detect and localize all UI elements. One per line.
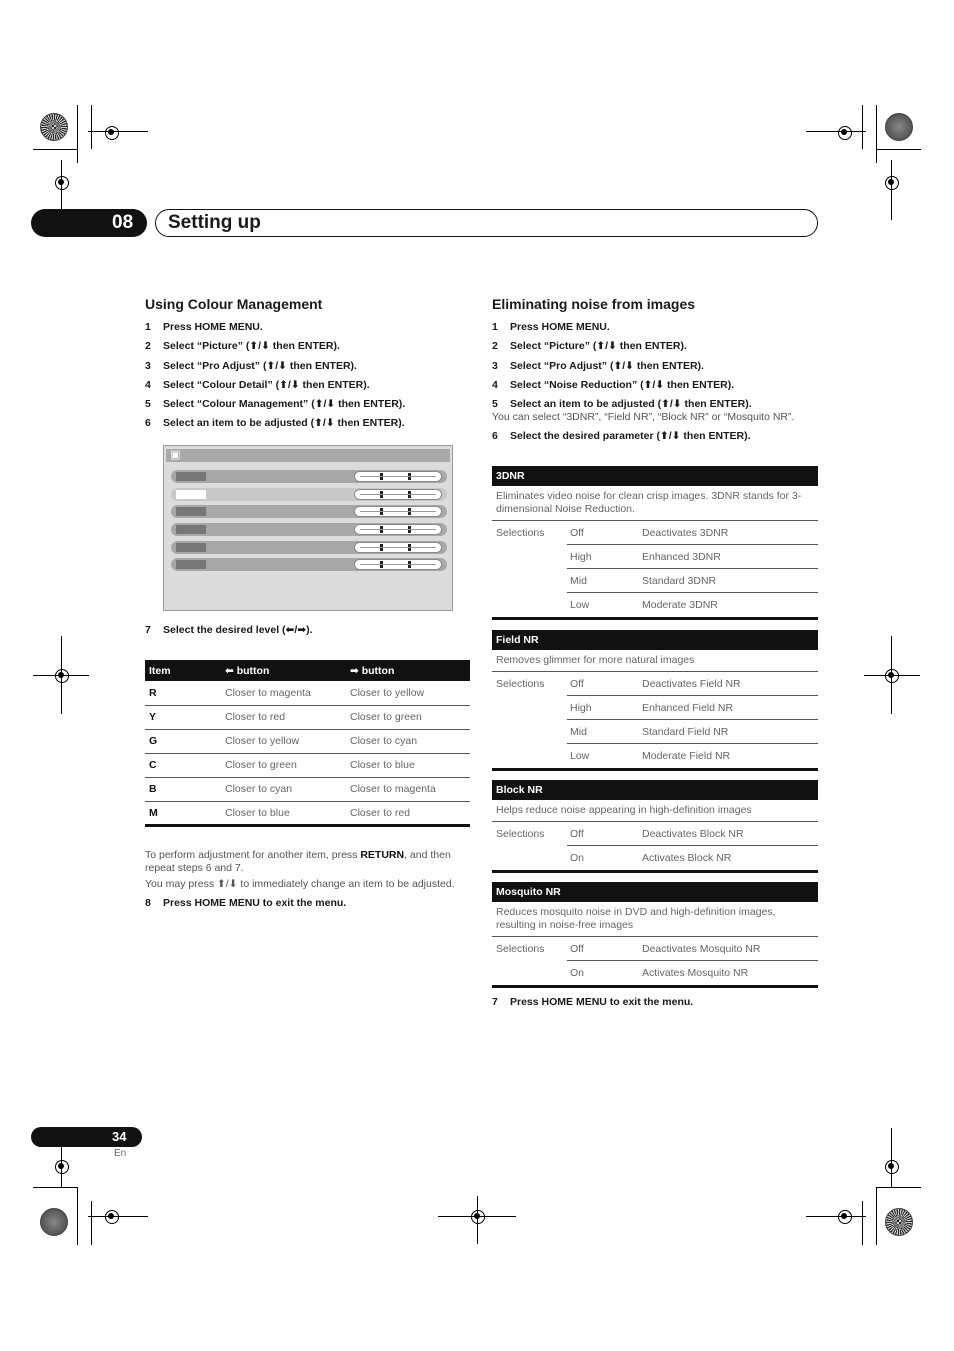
table-row: On Activates Mosquito NR xyxy=(570,967,749,979)
column-header: ➡ button xyxy=(346,660,470,681)
colour-note: To perform adjustment for another item, press RETURN, and then xyxy=(145,849,451,861)
menu-picture-icon: ▣ xyxy=(170,449,181,461)
table-row: Mid Standard 3DNR xyxy=(492,569,818,593)
field-nr-table xyxy=(492,630,818,771)
colour-note: repeat steps 6 and 7. xyxy=(145,862,244,874)
column-header: ⬅ button xyxy=(221,660,346,681)
table-title: 3DNR xyxy=(492,466,818,486)
table-row: Low Moderate 3DNR xyxy=(570,599,718,611)
colour-step: 5 Select “Colour Management” (⬆/⬇ then ENTER). xyxy=(145,398,406,410)
colour-step: 8 Press HOME MENU to exit the menu. xyxy=(145,897,347,909)
table-row: B Closer to cyan Closer to magenta xyxy=(145,777,470,801)
chapter-number: 08 xyxy=(112,212,134,233)
language-code: En xyxy=(114,1148,127,1159)
registration-mark-icon xyxy=(101,122,121,142)
menu-row xyxy=(171,541,447,554)
mosquito-nr-table xyxy=(492,882,818,988)
colour-step: 6 Select an item to be adjusted (⬆/⬇ then ENTER). xyxy=(145,417,405,429)
table-row: R Closer to magenta Closer to yellow xyxy=(145,681,470,705)
menu-row xyxy=(171,505,447,518)
block-nr-table xyxy=(492,780,818,873)
menu-header-bar xyxy=(166,449,450,462)
gray-wheel-icon xyxy=(40,1208,68,1236)
table-title: Mosquito NR xyxy=(492,882,818,902)
table-row: C Closer to green Closer to blue xyxy=(145,753,470,777)
table-description: Reduces mosquito noise in DVD and high-definition images, resulting in noise-free images xyxy=(492,902,818,937)
table-row: Selections Off Deactivates Mosquito NR xyxy=(492,937,818,961)
menu-row xyxy=(171,558,447,571)
table-description: Removes glimmer for more natural images xyxy=(492,650,818,672)
table-title: Block NR xyxy=(492,780,818,800)
table-row: Low Moderate Field NR xyxy=(570,750,731,762)
noise-step: 1 Press HOME MENU. xyxy=(492,321,610,333)
table-row: Selections Off Deactivates Block NR xyxy=(492,822,818,846)
colour-step: 1 Press HOME MENU. xyxy=(145,321,263,333)
menu-row-selected xyxy=(171,488,447,501)
menu-row xyxy=(171,470,447,483)
table-header-row xyxy=(145,660,470,681)
table-row: Selections Off Deactivates Field NR xyxy=(492,672,818,696)
page-number: 34 xyxy=(112,1129,127,1144)
menu-row xyxy=(171,523,447,536)
table-row: On Activates Block NR xyxy=(570,852,732,864)
color-wheel-icon xyxy=(885,1208,913,1236)
table-row: Selections Off Deactivates 3DNR xyxy=(492,521,818,545)
3dnr-table xyxy=(492,466,818,620)
table-row: Y Closer to red Closer to green xyxy=(145,705,470,729)
noise-step: 2 Select “Picture” (⬆/⬇ then ENTER). xyxy=(492,340,687,352)
gray-wheel-icon xyxy=(885,113,913,141)
table-row: M Closer to blue Closer to red xyxy=(145,801,470,825)
colour-step: 3 Select “Pro Adjust” (⬆/⬇ then ENTER). xyxy=(145,360,357,372)
table-row: High Enhanced 3DNR xyxy=(492,545,818,569)
registration-mark-icon xyxy=(834,122,854,142)
table-row: High Enhanced Field NR xyxy=(492,696,818,720)
colour-step: 2 Select “Picture” (⬆/⬇ then ENTER). xyxy=(145,340,340,352)
noise-step: 3 Select “Pro Adjust” (⬆/⬇ then ENTER). xyxy=(492,360,704,372)
table-description: Helps reduce noise appearing in high-definition images xyxy=(492,800,818,822)
chapter-title: Setting up xyxy=(168,212,261,233)
noise-step: 6 Select the desired parameter (⬆/⬇ then ENTER). xyxy=(492,430,751,442)
noise-step: 5 Select an item to be adjusted (⬆/⬇ then ENTER). xyxy=(492,398,752,410)
colour-step: 7 Select the desired level (⬅/➡). xyxy=(145,624,313,636)
colour-step: 4 Select “Colour Detail” (⬆/⬇ then ENTER). xyxy=(145,379,370,391)
column-header: Item xyxy=(145,660,221,681)
colour-adjust-table xyxy=(145,660,470,827)
noise-step: 4 Select “Noise Reduction” (⬆/⬇ then ENTER). xyxy=(492,379,735,391)
table-row: G Closer to yellow Closer to cyan xyxy=(145,729,470,753)
noise-note: You can select “3DNR”, “Field NR”, “Block NR” or “Mosquito NR”. xyxy=(492,411,795,423)
table-description: Eliminates video noise for clean crisp images. 3DNR stands for 3- dimensional Noise Reduction. xyxy=(492,486,818,521)
noise-step: 7 Press HOME MENU to exit the menu. xyxy=(492,996,694,1008)
table-row: Mid Standard Field NR xyxy=(492,720,818,744)
colour-management-heading: Using Colour Management xyxy=(145,296,323,312)
colour-note: You may press ⬆/⬇ to immediately change an item to be adjusted. xyxy=(145,878,455,890)
table-title: Field NR xyxy=(492,630,818,650)
noise-heading: Eliminating noise from images xyxy=(492,296,696,312)
colour-management-menu-screenshot xyxy=(163,445,453,611)
color-wheel-icon xyxy=(40,113,68,141)
